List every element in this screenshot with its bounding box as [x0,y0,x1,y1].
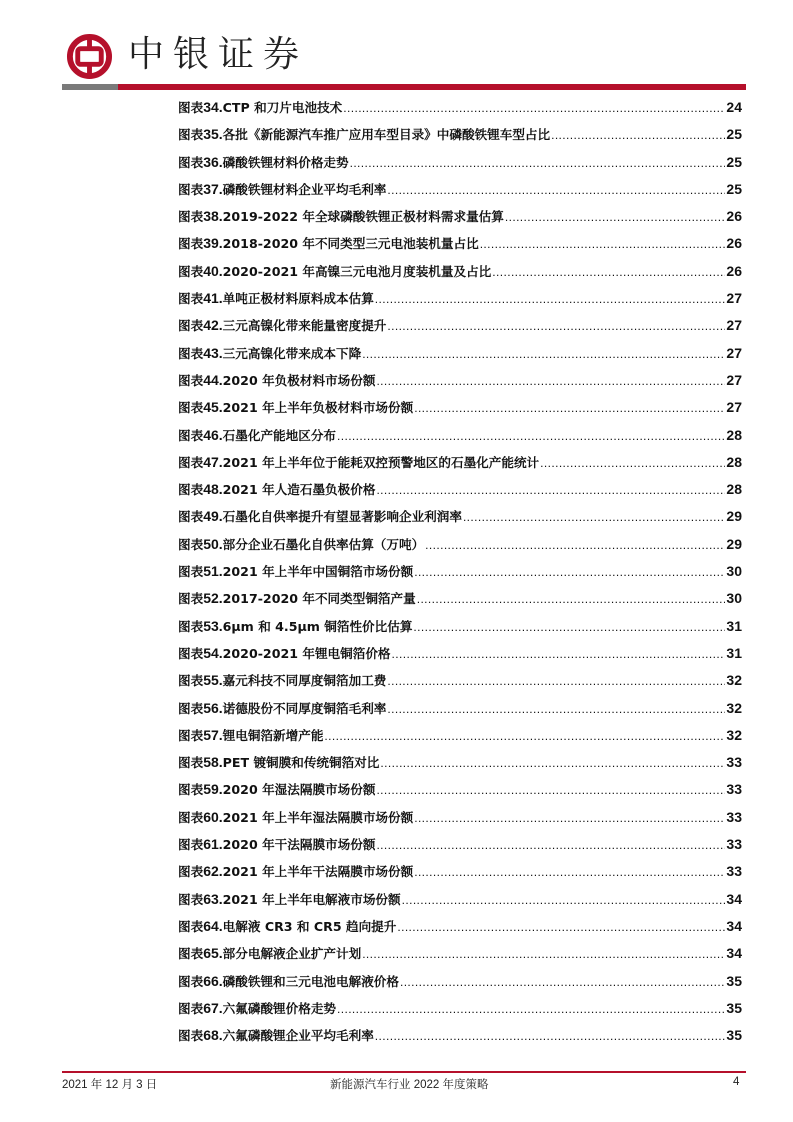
toc-entry-title: 部分企业石墨化自供率估算（万吨） [222,536,425,552]
header-divider-gray [62,84,118,90]
toc-entry[interactable] [178,587,742,614]
toc-entry-number: 67. [203,999,223,1016]
toc-entry[interactable] [178,1024,742,1051]
toc-entry[interactable] [178,424,742,451]
toc-entry-label[interactable] [178,806,413,829]
toc-entry-page[interactable]: 26 [726,262,742,279]
toc-entry-title: 2020-2021 年锂电铜箔价格 [222,645,391,661]
toc-entry[interactable] [178,260,742,287]
toc-leader-dots [350,152,726,174]
toc-leader-dots [414,561,725,583]
toc-entry-title: 2021 年上半年干法隔膜市场份额 [222,864,414,880]
toc-entry-title: 磷酸铁锂材料企业平均毛利率 [222,181,387,197]
figure-table-of-contents [178,96,742,1051]
toc-entry-page[interactable]: 33 [726,836,742,853]
toc-entry-title: 锂电铜箔新增产能 [222,727,324,743]
bank-of-china-logo-icon [66,33,113,80]
toc-leader-dots [324,725,725,747]
toc-leader-dots [387,315,725,337]
toc-entry[interactable] [178,396,742,423]
toc-entry-title: 2021 年上半年电解液市场份额 [222,891,401,907]
toc-leader-dots [414,807,725,829]
toc-leader-dots [414,397,725,419]
toc-entry-prefix: 图表 [178,127,204,143]
toc-entry-number: 38. [203,208,223,225]
toc-entry-number: 53. [203,617,223,634]
toc-entry-label[interactable] [178,942,361,965]
toc-entry-label[interactable] [178,669,386,692]
toc-entry-number: 58. [203,754,223,771]
toc-entry-number: 59. [203,781,223,798]
toc-entry-page[interactable]: 30 [726,590,742,607]
toc-leader-dots [375,288,726,310]
toc-entry-page[interactable]: 34 [726,890,742,907]
toc-entry-number: 46. [203,426,223,443]
toc-entry-label[interactable] [178,478,375,501]
toc-entry-label[interactable] [178,451,539,474]
toc-leader-dots [392,643,726,665]
toc-entry-number: 49. [203,508,223,525]
toc-entry[interactable] [178,478,742,505]
toc-entry-number: 64. [203,917,223,934]
toc-entry-prefix: 图表 [178,482,204,498]
toc-leader-dots [540,452,725,474]
toc-entry-prefix: 图表 [178,700,204,716]
toc-entry-label[interactable] [178,778,375,801]
toc-entry-label[interactable] [178,260,491,283]
toc-entry-page[interactable]: 27 [726,399,742,416]
toc-leader-dots [480,233,726,255]
toc-entry-page[interactable]: 34 [726,917,742,934]
toc-entry-number: 36. [203,153,223,170]
toc-entry[interactable] [178,642,742,669]
toc-entry-prefix: 图表 [178,564,204,580]
toc-entry[interactable] [178,369,742,396]
toc-entry-prefix: 图表 [178,100,204,115]
toc-entry-label[interactable] [178,1024,374,1047]
toc-entry-label[interactable] [178,587,416,610]
toc-entry-title: 2021 年上半年中国铜箔市场份额 [222,564,414,580]
toc-leader-dots [387,670,725,692]
toc-entry-title: 三元高镍化带来能量密度提升 [222,318,387,334]
toc-entry-prefix: 图表 [178,673,204,689]
toc-entry-title: 磷酸铁锂和三元电池电解液价格 [222,973,399,989]
toc-leader-dots [376,834,725,856]
toc-entry-number: 57. [203,726,223,743]
toc-entry-page[interactable]: 31 [726,617,742,634]
footer-page-number: 4 [733,1076,740,1088]
toc-entry-title: 电解液 CR3 和 CR5 趋向提升 [222,918,397,934]
toc-entry-page[interactable]: 27 [726,344,742,361]
toc-leader-dots [402,889,726,911]
toc-entry[interactable] [178,533,742,560]
toc-entry-number: 45. [203,399,223,416]
toc-entry-title: 6μm 和 4.5μm 铜箔性价比估算 [222,618,413,634]
toc-entry-prefix: 图表 [178,1000,204,1016]
toc-entry-title: 2019-2022 年全球磷酸铁锂正极材料需求量估算 [222,209,504,225]
toc-entry-label[interactable] [178,287,374,310]
toc-leader-dots [376,370,725,392]
toc-entry-page[interactable]: 31 [726,644,742,661]
toc-entry-prefix: 图表 [178,809,204,825]
toc-entry-prefix: 图表 [178,372,204,388]
toc-entry[interactable] [178,724,742,751]
toc-entry-page[interactable]: 33 [726,808,742,825]
toc-entry-page[interactable]: 32 [726,726,742,743]
toc-entry-number: 47. [203,453,223,470]
toc-entry-label[interactable] [178,178,386,201]
toc-entry[interactable] [178,232,742,259]
toc-entry-prefix: 图表 [178,591,204,607]
toc-leader-dots [400,971,725,993]
toc-entry-number: 61. [203,836,223,853]
toc-entry-prefix: 图表 [178,454,204,470]
toc-entry-number: 43. [203,344,223,361]
toc-entry-number: 35. [203,126,223,143]
toc-entry-label[interactable] [178,888,401,911]
toc-entry[interactable] [178,860,742,887]
toc-entry-title: 2018-2020 年不同类型三元电池装机量占比 [222,236,479,252]
toc-entry-number: 55. [203,672,223,689]
toc-entry-label[interactable] [178,833,375,856]
toc-entry-page[interactable]: 25 [726,153,742,170]
toc-entry-page[interactable]: 29 [726,535,742,552]
toc-leader-dots [376,779,725,801]
toc-entry-label[interactable] [178,560,413,583]
toc-entry[interactable] [178,697,742,724]
toc-leader-dots [380,752,725,774]
toc-entry-number: 54. [203,644,223,661]
toc-entry-label[interactable] [178,724,323,747]
toc-entry-title: 单吨正极材料原料成本估算 [222,291,374,307]
toc-leader-dots [463,506,725,528]
toc-entry-number: 65. [203,945,223,962]
toc-entry-title: 三元高镍化带来成本下降 [222,345,362,361]
toc-entry-title: 2021 年上半年负极材料市场份额 [222,400,414,416]
toc-entry[interactable] [178,96,742,123]
toc-entry-label[interactable] [178,997,336,1020]
toc-leader-dots [387,179,725,201]
toc-entry-page[interactable]: 32 [726,672,742,689]
toc-entry-page[interactable]: 33 [726,754,742,771]
toc-entry-title: 2020 年干法隔膜市场份额 [222,837,376,853]
toc-entry-number: 37. [203,180,223,197]
toc-entry-label[interactable] [178,396,413,419]
toc-entry-number: 52. [203,590,223,607]
toc-entry-prefix: 图表 [178,400,204,416]
toc-entry[interactable] [178,151,742,178]
toc-entry[interactable] [178,123,742,150]
toc-entry-page[interactable]: 27 [726,290,742,307]
brand-name: 中银证券 [128,34,309,75]
toc-entry-title: 2020 年湿法隔膜市场份额 [222,782,376,798]
toc-entry-title: 部分电解液企业扩产计划 [222,946,362,962]
toc-entry-prefix: 图表 [178,1028,204,1044]
toc-entry[interactable] [178,178,742,205]
footer-date: 2021 年 12 月 3 日 [62,1079,158,1091]
toc-entry[interactable] [178,833,742,860]
toc-entry-number: 51. [203,563,223,580]
toc-entry-label[interactable] [178,970,399,993]
toc-entry-number: 44. [203,371,223,388]
toc-entry-label[interactable] [178,751,379,774]
toc-entry-title: 2021 年人造石墨负极价格 [222,482,376,498]
toc-entry[interactable] [178,205,742,232]
toc-entry-title: 六氟磷酸锂价格走势 [222,1000,336,1016]
toc-leader-dots [343,97,725,119]
toc-entry-label[interactable] [178,642,391,665]
toc-entry-label[interactable] [178,533,424,556]
toc-entry[interactable] [178,560,742,587]
toc-entry-label[interactable] [178,860,413,883]
toc-entry-title: 石墨化产能地区分布 [222,427,336,443]
toc-leader-dots [376,479,725,501]
toc-leader-dots [362,943,725,965]
toc-entry-prefix: 图表 [178,891,204,907]
toc-entry[interactable] [178,806,742,833]
toc-entry[interactable] [178,669,742,696]
toc-leader-dots [387,698,725,720]
toc-entry-page[interactable]: 24 [726,99,742,115]
toc-entry-label[interactable] [178,151,349,174]
toc-entry-prefix: 图表 [178,345,204,361]
toc-entry-page[interactable]: 34 [726,945,742,962]
toc-entry[interactable] [178,778,742,805]
toc-entry-title: 嘉元科技不同厚度铜箔加工费 [222,673,387,689]
toc-entry-prefix: 图表 [178,645,204,661]
toc-entry-page[interactable]: 29 [726,508,742,525]
toc-entry[interactable] [178,997,742,1024]
toc-entry-label[interactable] [178,205,504,228]
toc-entry-prefix: 图表 [178,263,204,279]
toc-entry-number: 40. [203,262,223,279]
toc-leader-dots [362,343,725,365]
toc-entry-number: 41. [203,290,223,307]
toc-entry-label[interactable] [178,123,550,146]
toc-entry-prefix: 图表 [178,181,204,197]
toc-entry-title: 2021 年上半年位于能耗双控预警地区的石墨化产能统计 [222,454,540,470]
toc-entry-prefix: 图表 [178,509,204,525]
toc-entry[interactable] [178,287,742,314]
toc-entry-page[interactable]: 32 [726,699,742,716]
toc-entry-title: 2020-2021 年高镍三元电池月度装机量及占比 [222,263,492,279]
toc-entry-prefix: 图表 [178,536,204,552]
toc-entry-title: 诺德股份不同厚度铜箔毛利率 [222,700,387,716]
toc-entry-title: 2021 年上半年湿法隔膜市场份额 [222,809,414,825]
toc-entry-prefix: 图表 [178,755,204,771]
toc-entry-number: 60. [203,808,223,825]
toc-leader-dots [375,1025,726,1047]
footer-report-title: 新能源汽车行业 2022 年度策略 [330,1079,489,1091]
toc-entry[interactable] [178,505,742,532]
toc-entry-page[interactable]: 27 [726,371,742,388]
toc-entry-prefix: 图表 [178,618,204,634]
toc-entry-page[interactable]: 26 [726,208,742,225]
toc-leader-dots [505,206,726,228]
footer-divider [62,1071,746,1073]
toc-entry-number: 48. [203,481,223,498]
toc-entry-page[interactable]: 28 [726,481,742,498]
toc-entry-title: 2020 年负极材料市场份额 [222,372,376,388]
toc-leader-dots [337,998,725,1020]
toc-leader-dots [417,588,726,610]
toc-entry-prefix: 图表 [178,236,204,252]
toc-entry-label[interactable] [178,232,479,255]
toc-leader-dots [337,425,725,447]
toc-entry-page[interactable]: 35 [726,972,742,989]
toc-entry[interactable] [178,342,742,369]
toc-entry-page[interactable]: 33 [726,781,742,798]
toc-entry-label[interactable] [178,314,386,337]
toc-entry-title: 磷酸铁锂材料价格走势 [222,154,349,170]
toc-entry-prefix: 图表 [178,864,204,880]
toc-entry-page[interactable]: 25 [726,180,742,197]
toc-entry-page[interactable]: 30 [726,563,742,580]
toc-entry[interactable] [178,751,742,778]
toc-leader-dots [397,916,725,938]
toc-entry-title: 石墨化自供率提升有望显著影响企业利润率 [222,509,462,525]
toc-leader-dots [414,861,725,883]
toc-entry-prefix: 图表 [178,318,204,334]
toc-entry-label[interactable] [178,342,361,365]
toc-entry-number: 63. [203,890,223,907]
page-header [0,0,793,95]
toc-entry-number: 34. [203,99,223,115]
toc-leader-dots [492,261,725,283]
toc-entry-prefix: 图表 [178,427,204,443]
toc-entry-page[interactable]: 35 [726,1027,742,1044]
toc-entry-title: PET 镀铜膜和传统铜箔对比 [222,755,380,771]
toc-leader-dots [413,616,725,638]
toc-entry[interactable] [178,915,742,942]
toc-leader-dots [551,124,725,146]
toc-entry-page[interactable]: 28 [726,426,742,443]
toc-entry-number: 62. [203,863,223,880]
toc-entry-prefix: 图表 [178,973,204,989]
toc-entry-number: 66. [203,972,223,989]
toc-entry-page[interactable]: 35 [726,999,742,1016]
toc-entry-page[interactable]: 26 [726,235,742,252]
toc-entry-label[interactable] [178,505,462,528]
toc-entry-prefix: 图表 [178,154,204,170]
toc-entry-label[interactable] [178,369,375,392]
toc-entry[interactable] [178,942,742,969]
toc-entry-label[interactable] [178,424,336,447]
toc-entry-prefix: 图表 [178,918,204,934]
toc-entry-number: 39. [203,235,223,252]
toc-leader-dots [425,534,725,556]
toc-entry-number: 50. [203,535,223,552]
toc-entry-number: 68. [203,1027,223,1044]
toc-entry-page[interactable]: 25 [726,126,742,143]
toc-entry-title: 2017-2020 年不同类型铜箔产量 [222,591,416,607]
toc-entry-label[interactable] [178,615,412,638]
toc-entry-label[interactable] [178,96,342,119]
toc-entry-prefix: 图表 [178,837,204,853]
toc-entry-page[interactable]: 27 [726,317,742,334]
toc-entry[interactable] [178,888,742,915]
toc-entry-title: 各批《新能源汽车推广应用车型目录》中磷酸铁锂车型占比 [222,127,551,143]
toc-entry-title: 六氟磷酸锂企业平均毛利率 [222,1028,374,1044]
toc-entry[interactable] [178,615,742,642]
toc-entry[interactable] [178,451,742,478]
header-divider-red [118,84,746,90]
toc-entry-number: 56. [203,699,223,716]
toc-entry-prefix: 图表 [178,291,204,307]
toc-entry-page[interactable]: 28 [726,453,742,470]
toc-entry-prefix: 图表 [178,782,204,798]
toc-entry[interactable] [178,314,742,341]
toc-entry-label[interactable] [178,915,396,938]
toc-entry[interactable] [178,970,742,997]
toc-entry-page[interactable]: 33 [726,863,742,880]
toc-entry-number: 42. [203,317,223,334]
toc-entry-label[interactable] [178,697,386,720]
toc-entry-prefix: 图表 [178,727,204,743]
toc-entry-prefix: 图表 [178,209,204,225]
toc-entry-title: CTP 和刀片电池技术 [222,100,343,115]
toc-entry-prefix: 图表 [178,946,204,962]
